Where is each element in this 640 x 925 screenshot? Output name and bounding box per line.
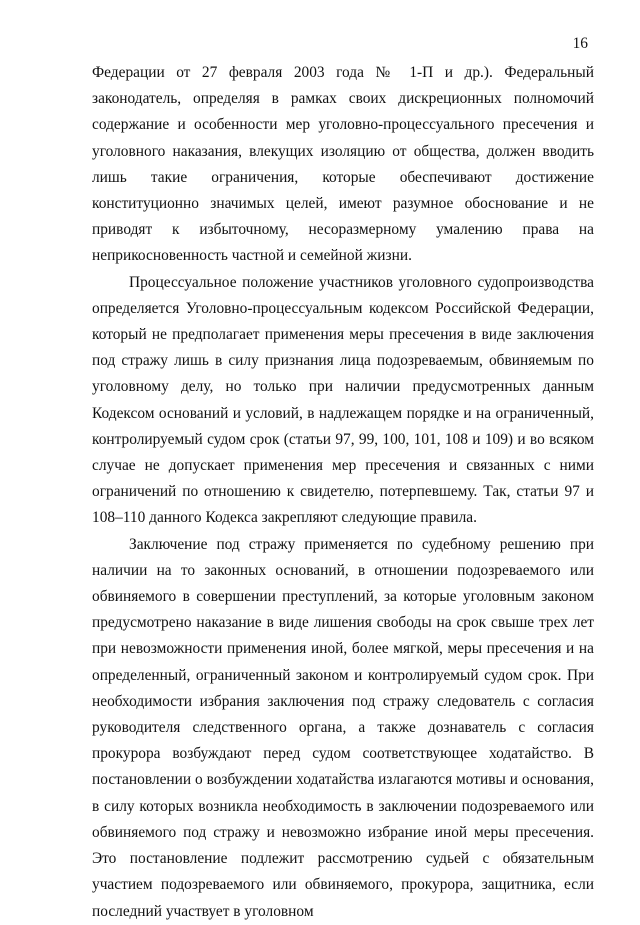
body-text	[92, 60, 594, 925]
paragraph-continuation: Федерации от 27 февраля 2003 года № 1-П и др.). Федеральный законодатель, определяя в рамках своих дискреционных полномочий содержание и особенности мер уголовно-процессуального пресечения и уголовного наказания, влекущих изоляцию от общества, должен вводить лишь такие ограничения, которые обеспечивают достижение конституционно значимых целей, имеют разумное обоснование и не приводят к избыточному, несоразмерному умалению права на неприкосновенность частной и семейной жизни.	[92, 64, 594, 265]
paragraph-detention-rules: Заключение под стражу применяется по судебному решению при наличии на то законных оснований, в отношении подозреваемого или обвиняемого в совершении преступлений, за которые уголовным законом предусмотрено наказание в виде лишения свободы на срок свыше трех лет при невозможности применения иной, более мягкой, меры пресечения и на определенный, ограниченный законом и контролируемый судом срок. При необходимости избрания заключения под стражу следователь с согласия руководителя следственного органа, а также дознаватель с согласия прокурора возбуждают перед судом соответствующее ходатайство. В постановлении о возбуждении ходатайства излагаются мотивы и основания, в силу которых возникла необходимость в заключении подозреваемого или обвиняемого под стражу и невозможно избрание иной меры пресечения. Это постановление подлежит рассмотрению судьей с обязательным участием подозреваемого или обвиняемого, прокурора, защитника, если последний участвует в уголовном	[92, 535, 594, 920]
paragraph-procedural-status: Процессуальное положение участников уголовного судопроизводства определяется Уголовно-процессуальным кодексом Российской Федерации, который не предполагает применения меры пресечения в виде заключения под стражу лишь в силу признания лица подозреваемым, обвиняемым по уголовному делу, но только при наличии предусмотренных данным Кодексом оснований и условий, в надлежащем порядке и на ограниченный, контролируемый судом срок (статьи 97, 99, 100, 101, 108 и 109) и во всяком случае не допускает применения мер пресечения и связанных с ними ограничений по отношению к свидетелю, потерпевшему. Так, статьи 97 и 108–110 данного Кодекса закрепляют следующие правила.	[92, 273, 594, 527]
page-number: 16	[572, 35, 588, 52]
